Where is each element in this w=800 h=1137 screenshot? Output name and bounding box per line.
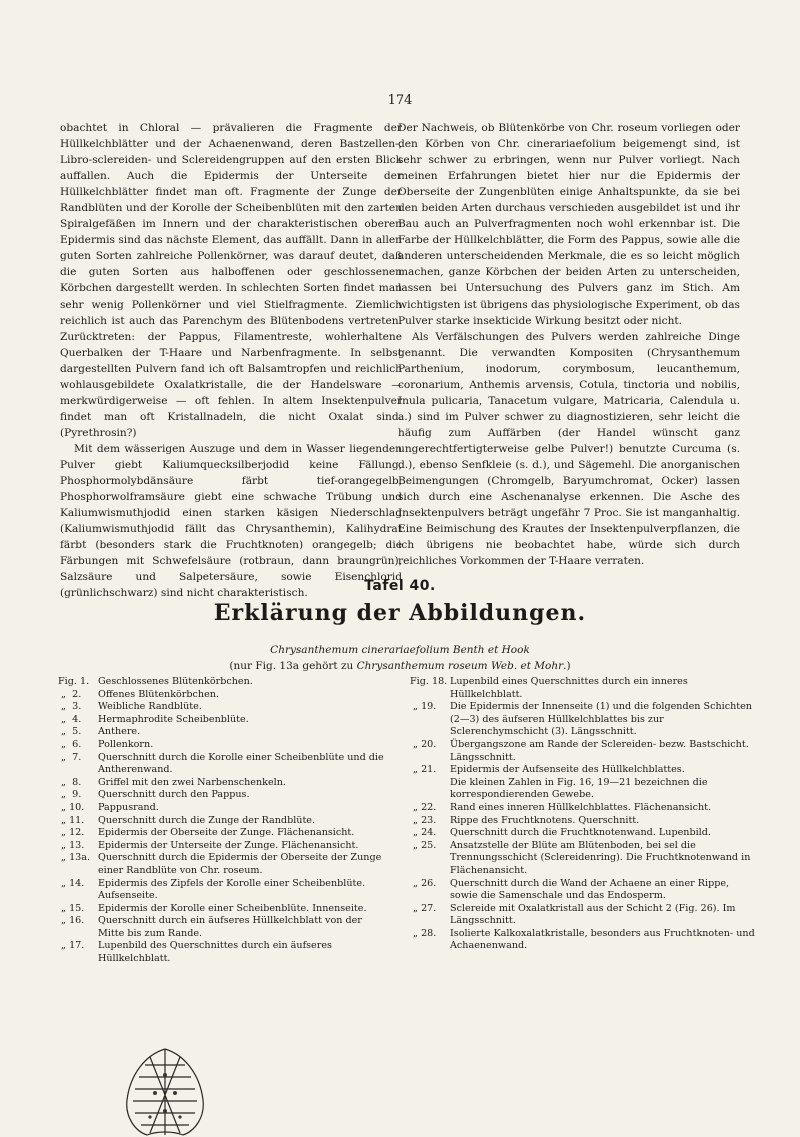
- figure-number: „ 6.: [58, 738, 82, 750]
- figure-number: „ 14.: [58, 877, 85, 889]
- figure-number: „ 13.: [58, 839, 85, 851]
- figure-caption: [58, 752, 388, 777]
- figure-caption: [58, 676, 388, 689]
- figure-description: Griffel mit den zwei Narbenschenkeln.: [98, 776, 286, 788]
- figure-description: Rippe des Fruchtknotens. Querschnitt.: [450, 814, 640, 826]
- figure-caption: [58, 903, 388, 916]
- plant-ornament-icon: [105, 1045, 225, 1137]
- figure-number: „ 22.: [410, 801, 437, 813]
- figure-number: Fig. 18.: [410, 676, 448, 687]
- figure-description: Hermaphrodite Scheibenblüte.: [98, 713, 249, 725]
- page-number: 174: [387, 93, 413, 108]
- figure-caption: [58, 714, 388, 727]
- figure-number: „ 7.: [58, 751, 82, 763]
- figure-number: „ 9.: [58, 789, 82, 801]
- figure-number: Fig. 1.: [58, 676, 90, 687]
- figure-description: Epidermis der Aufsenseite des Hüllkelchblattes.: [450, 764, 685, 776]
- figure-description: Pappusrand.: [98, 801, 159, 813]
- right-text-column: [398, 120, 740, 569]
- figure-description: Querschnitt durch die Wand der Achaene an einer Rippe, sowie die Samenschale und das Endosperm.: [450, 877, 730, 902]
- figure-description: Die Epidermis der Innenseite (1) und die folgenden Schichten (2—3) des äufseren Hüllkelchblattes bis zur Sclerenchymschicht (3). Längsschnitt.: [450, 701, 752, 738]
- figure-description: Isolierte Kalkoxalatkristalle, besonders aus Fruchtknoten- und Achaenenwand.: [450, 927, 755, 952]
- species-note: [0, 660, 800, 672]
- figure-number: „ 26.: [410, 877, 437, 889]
- figure-number: „ 10.: [58, 801, 85, 813]
- figure-number: „ 8.: [58, 776, 82, 788]
- figure-number: „ 3.: [58, 701, 82, 713]
- section-heading: Erklärung der Abbildungen.: [213, 600, 587, 626]
- figure-caption: [410, 827, 755, 840]
- figure-number: „ 21.: [410, 764, 437, 776]
- figure-caption: [58, 802, 388, 815]
- figure-list-left: [58, 676, 388, 966]
- figure-caption: [410, 840, 755, 878]
- figure-description: Querschnitt durch den Pappus.: [98, 789, 250, 801]
- figure-description: Querschnitt durch die Fruchtknotenwand. Lupenbild.: [450, 827, 711, 839]
- figure-number: „ 24.: [410, 827, 437, 839]
- figure-caption: [58, 915, 388, 940]
- figure-description: Sclereide mit Oxalatkristall aus der Schicht 2 (Fig. 26). Im Längsschnitt.: [450, 902, 736, 927]
- figure-caption: [58, 777, 388, 790]
- figure-number: „ 5.: [58, 726, 82, 738]
- figure-description: Epidermis des Zipfels der Korolle einer Scheibenblüte. Aufsenseite.: [98, 877, 366, 902]
- figure-description: Anthere.: [98, 726, 141, 738]
- figure-description: Querschnitt durch die Zunge der Randblüte.: [98, 814, 316, 826]
- figure-caption: [58, 840, 388, 853]
- figure-caption: [410, 764, 755, 777]
- figure-description: Übergangszone am Rande der Sclereiden- bezw. Bastschicht. Längsschnitt.: [450, 738, 749, 763]
- figure-description: Querschnitt durch ein äufseres Hüllkelchblatt von der Mitte bis zum Rande.: [98, 915, 362, 939]
- plate-number: Tafel 40.: [364, 578, 436, 594]
- figure-caption: [410, 701, 755, 739]
- figure-description: Die kleinen Zahlen in Fig. 16, 19—21 bezeichnen die korrespondierenden Gewebe.: [450, 776, 708, 801]
- figure-caption: [58, 878, 388, 903]
- figure-caption: [410, 878, 755, 903]
- figure-number: „ 4.: [58, 713, 82, 725]
- figure-number: „ 12.: [58, 827, 85, 839]
- figure-caption: [58, 701, 388, 714]
- figure-number: „ 20.: [410, 738, 437, 750]
- figure-number: „ 25.: [410, 839, 437, 851]
- figure-caption: [58, 689, 388, 702]
- figure-description: Querschnitt durch die Epidermis der Oberseite der Zunge einer Randblüte von Chr. roseum.: [98, 852, 382, 876]
- figure-caption: [410, 815, 755, 828]
- figure-number: „ 13a.: [58, 852, 91, 864]
- figure-number: „ 28.: [410, 927, 437, 939]
- figure-caption: [410, 802, 755, 815]
- figure-description: Epidermis der Korolle einer Scheibenblüte. Innenseite.: [98, 902, 367, 914]
- figure-caption: [58, 827, 388, 840]
- figure-caption: [58, 852, 388, 877]
- paragraph: Als Verfälschungen des Pulvers werden zahlreiche Dinge genannt. Die verwandten Kompositen (Chrysanthemum Parthenium, inodorum, corymbosum, leucanthemum, coronarium, Anthemis arvensis, Cotula, tinctoria und nobilis, Inula pulicaria, Tanacetum vulgare, Matricaria, Calendula u. a.) sind im Pulver schwer zu diagnostizieren, sehr leicht die häufig zum Auffärben (der Handel wünscht ganz ungerechtfertigterweise gelbe Pulver!) benutzte Curcuma (s. d.), ebenso Senfkleie (s. d.), und Sägemehl. Die anorganischen Beimengungen (Chromgelb, Baryumchromat, Ocker) lassen sich durch eine Aschenanalyse erkennen. Die Asche des Insektenpulvers beträgt ungefähr 7 Proc. Sie ist manganhaltig. Eine Beimischung des Krautes der Insektenpulverpflanzen, die ich übrigens nie beobachtet habe, würde sich durch reichliches Vorkommen der T-Haare verraten.: [398, 330, 740, 568]
- species-note-species: Chrysanthemum roseum Web. et Mohr: [356, 660, 564, 672]
- paragraph: obachtet in Chloral — prävalieren die Fragmente der Hüllkelchblätter und der Achaenenwand, deren Bastzellen-, Libro-sclereiden- und Sclereidengruppen auf den ersten Blick auffallen. Auch die Epidermis der Unterseite der Hüllkelchblätter findet man oft. Fragmente der Zunge der Randblüten und der Korolle der Scheibenblüten mit den zarten Spiralgefäßen im Innern und der charakteristischen oberen Epidermis sind das nächste Element, das auffällt. Dann in allen guten Sorten zahlreiche Pollenkörner, was darauf deutet, daß die guten Sorten aus halboffenen oder geschlossenen Körbchen dargestellt werden. In schlechten Sorten findet man sehr wenig Pollenkörner und viel Stielfragmente. Ziemlich reichlich ist auch das Parenchym des Blütenbodens vertreten. Zurücktreten: der Pappus, Filamentreste, wohlerhaltene Querbalken der T-Haare und Narbenfragmente. In selbst dargestellten Pulvern fand ich oft Balsamtropfen und reichlich wohlausgebildete Oxalatkristalle, die der Handelsware — merkwürdigerweise — oft fehlen. In altem Insektenpulver findet man oft Kristallnadeln, die nicht Oxalat sind. (Pyrethrosin?): [60, 122, 402, 439]
- figure-description: Offenes Blütenkörbchen.: [98, 688, 219, 700]
- figure-description: Ansatzstelle der Blüte am Blütenboden, bei sel die Trennungsschicht (Sclereidenring). Die Fruchtknotenwand in Flächenansicht.: [450, 839, 751, 876]
- figure-caption: [410, 676, 755, 701]
- figure-description: Geschlossenes Blütenkörbchen.: [98, 676, 253, 687]
- paragraph: Mit dem wässerigen Auszuge und dem in Wasser liegenden Pulver giebt Kaliumquecksilberjodid keine Fällung, Phosphormolybdänsäure färbt tief-orangegelb, Phosphorwolframsäure giebt eine schwache Trübung und Kaliumwismuthjodid einen starken käsigen Niederschlag (Kaliumwismuthjodid fällt das Chrysanthemin), Kalihydrat färbt (besonders stark die Fruchtknoten) orangegelb; die Färbungen mit Schwefelsäure (rotbraun, dann braungrün), Salzsäure und Salpetersäure, sowie Eisenchlorid (grünlichschwarz) sind nicht charakteristisch.: [60, 442, 402, 600]
- figure-description: Lupenbild des Querschnittes durch ein äufseres Hüllkelchblatt.: [98, 940, 332, 965]
- figure-number: „ 2.: [58, 688, 82, 700]
- figure-caption: [410, 903, 755, 928]
- figure-caption: [58, 739, 388, 752]
- figure-description: Rand eines inneren Hüllkelchblattes. Flächenansicht.: [450, 801, 712, 813]
- paragraph: Der Nachweis, ob Blütenkörbe von Chr. roseum vorliegen oder den Körben von Chr. cinerariaefolium beigemengt sind, ist sehr schwer zu erbringen, wenn nur Pulver vorliegt. Nach meinen Erfahrungen bietet hier nur die Epidermis der Oberseite der Zungenblüten einige Anhaltspunkte, da sie bei den beiden Arten durchaus verschieden ausgebildet ist und ihr Bau auch an Pulverfragmenten noch wohl erkennbar ist. Die Farbe der Hüllkelchblätter, die Form des Pappus, sowie alle die anderen unterscheidenden Merkmale, die es so leicht möglich machen, ganze Körbchen der beiden Arten zu unterscheiden, lassen bei Untersuchung des Pulvers ganz im Stich. Am wichtigsten ist übrigens das physiologische Experiment, ob das Pulver starke insekticide Wirkung besitzt oder nicht.: [398, 122, 740, 327]
- figure-number: „ 27.: [410, 902, 437, 914]
- figure-list-right: [410, 676, 755, 953]
- figure-caption: [58, 815, 388, 828]
- figure-number: „ 23.: [410, 814, 437, 826]
- figure-caption: [410, 739, 755, 764]
- figure-description: Lupenbild eines Querschnittes durch ein inneres Hüllkelchblatt.: [450, 676, 688, 700]
- figure-number: „ 15.: [58, 902, 85, 914]
- figure-caption: [58, 789, 388, 802]
- species-title: Chrysanthemum cinerariaefolium Benth et Hook: [270, 644, 530, 656]
- figure-number: „ 17.: [58, 940, 85, 952]
- figure-number: „ 16.: [58, 915, 85, 927]
- figure-description: Weibliche Randblüte.: [98, 701, 202, 713]
- figure-description: Epidermis der Oberseite der Zunge. Flächenansicht.: [98, 827, 355, 839]
- figure-description: Pollenkorn.: [98, 738, 154, 750]
- figure-number: „ 19.: [410, 701, 437, 713]
- figure-caption: [410, 777, 755, 802]
- figure-caption: [410, 928, 755, 953]
- figure-description: Querschnitt durch die Korolle einer Scheibenblüte und die Antherenwand.: [98, 751, 384, 776]
- left-text-column: [60, 120, 402, 601]
- species-note-post: .): [563, 660, 571, 672]
- species-note-pre: (nur Fig. 13a gehört zu: [229, 660, 357, 672]
- figure-description: Epidermis der Unterseite der Zunge. Flächenansicht.: [98, 839, 359, 851]
- figure-caption: [58, 726, 388, 739]
- figure-caption: [58, 940, 388, 965]
- figure-number: „ 11.: [58, 814, 85, 826]
